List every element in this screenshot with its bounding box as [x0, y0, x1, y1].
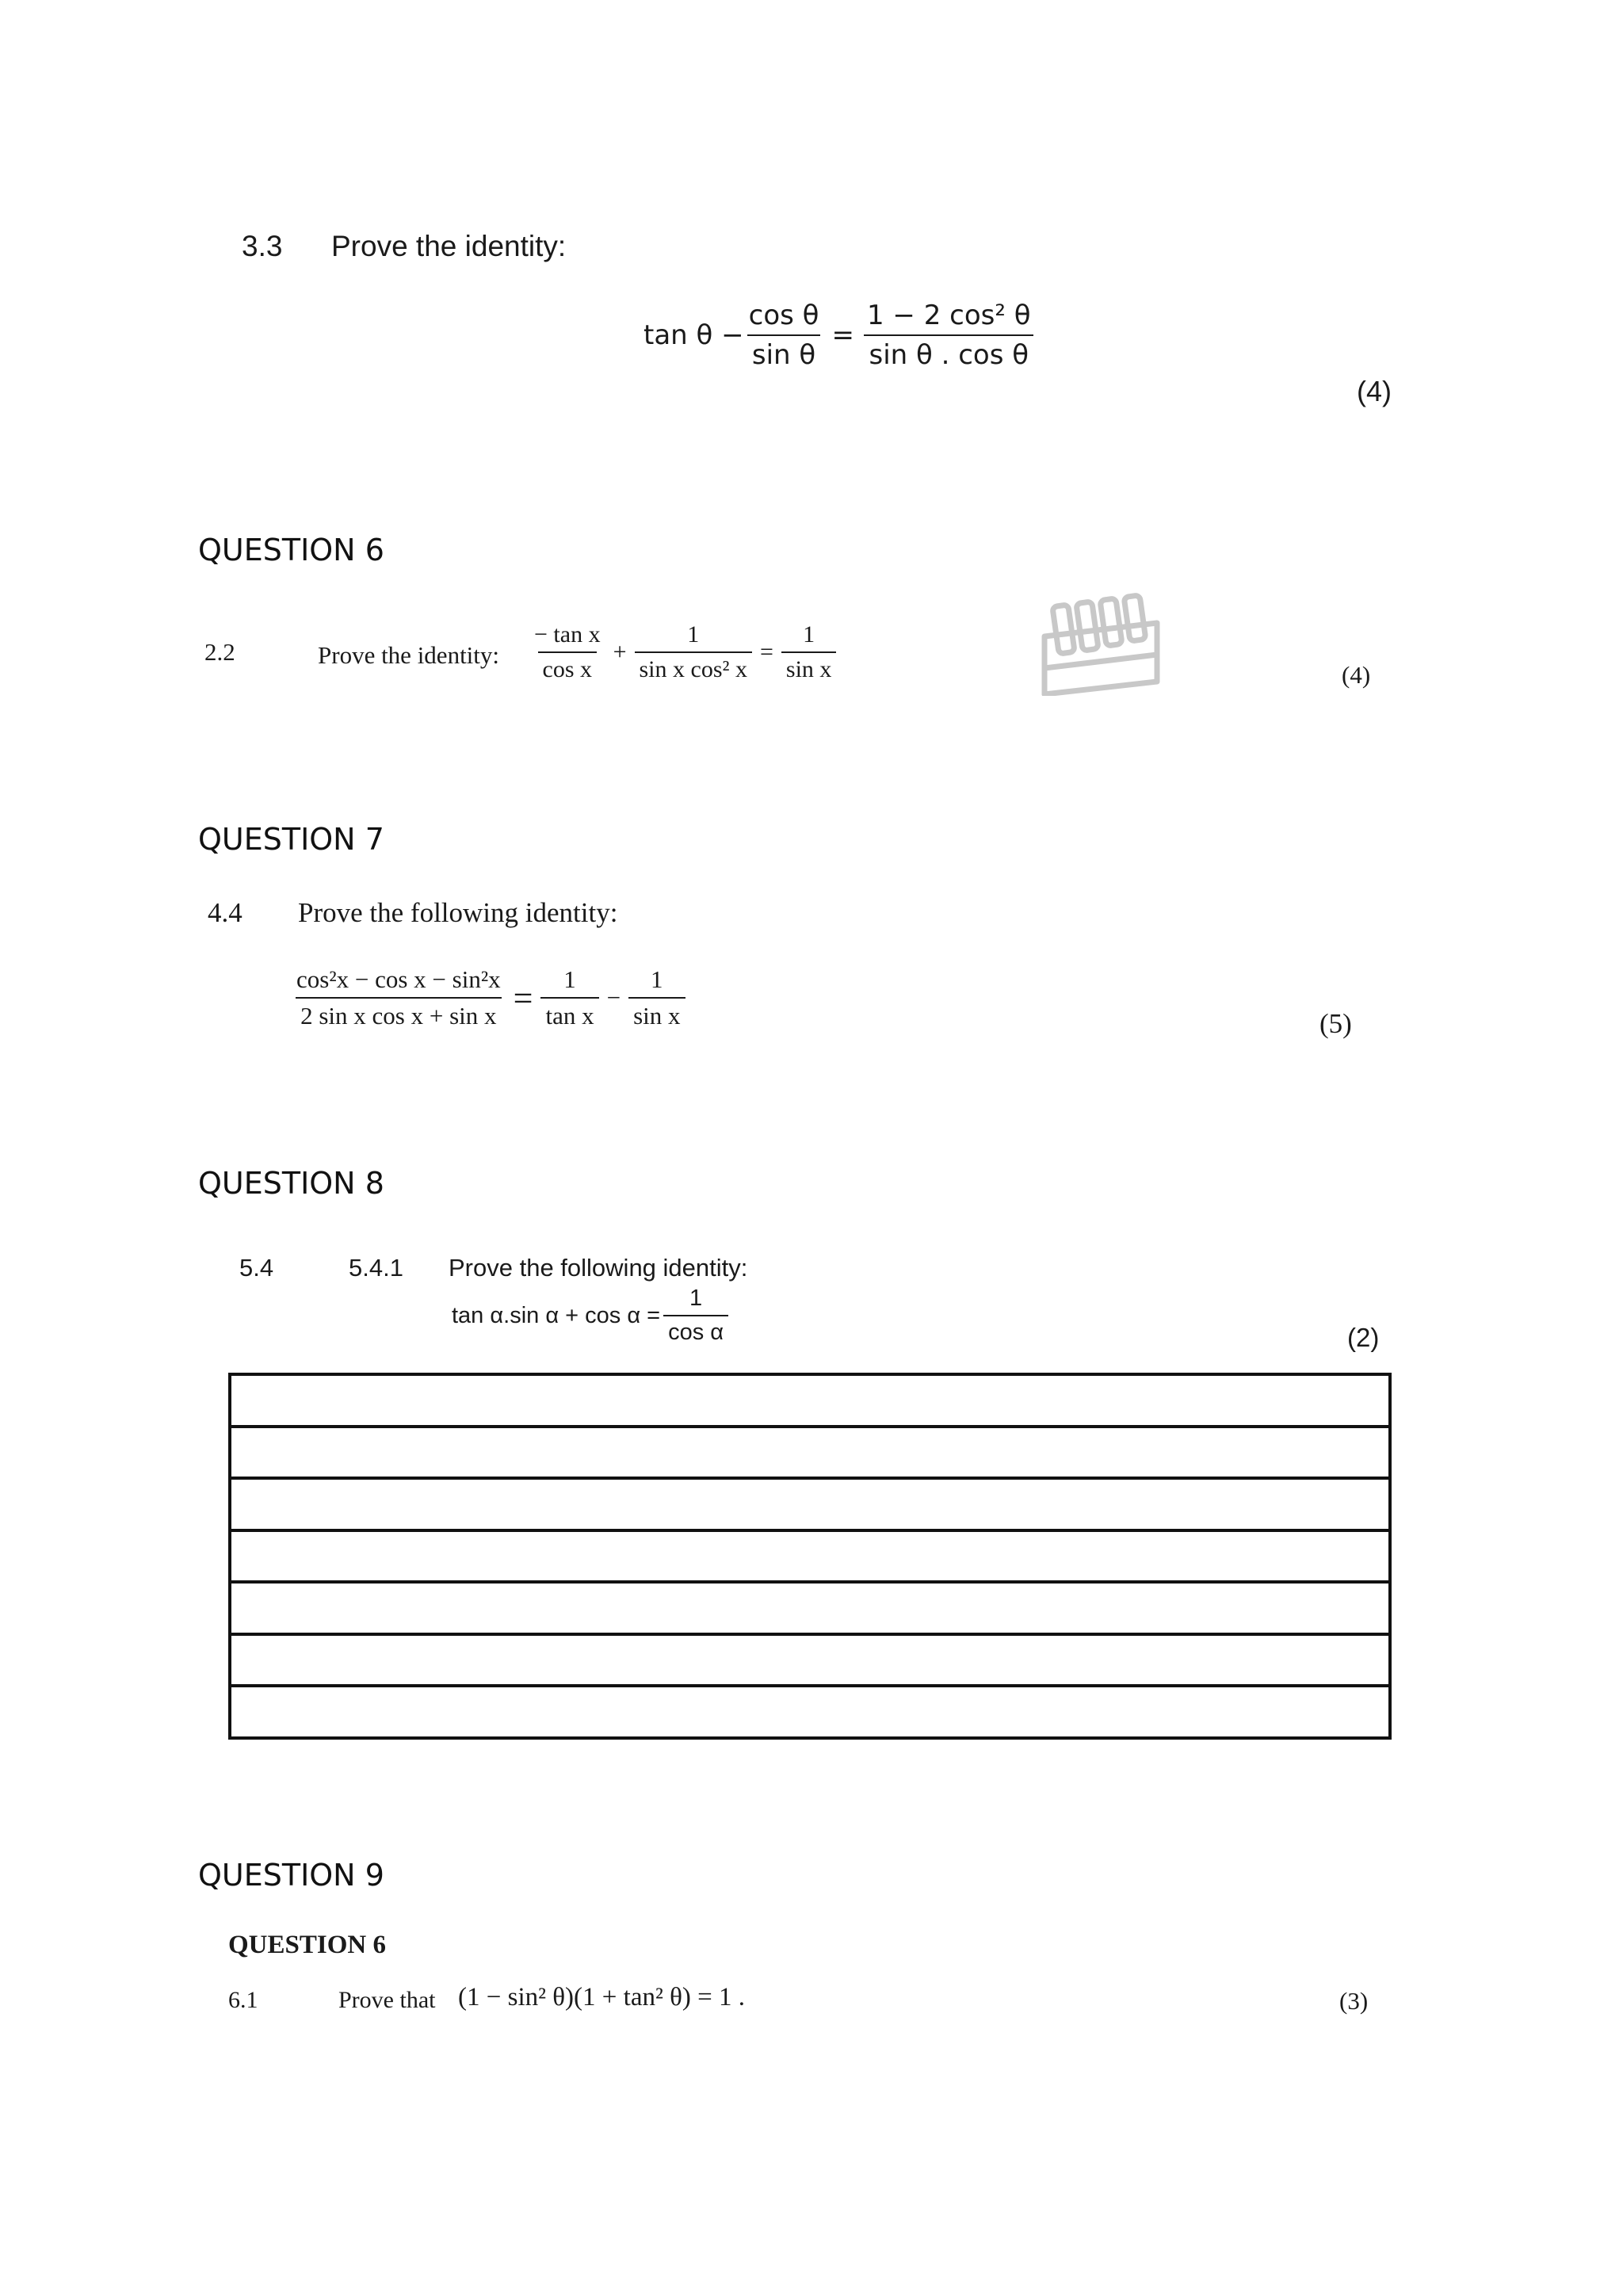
answer-line[interactable]: [230, 1530, 1390, 1583]
denominator: tan x: [540, 997, 598, 1030]
denominator: sin x: [781, 651, 837, 683]
answer-cell[interactable]: [230, 1530, 1390, 1583]
section-number: 3.3: [242, 230, 283, 262]
equals-sign: =: [831, 319, 854, 351]
marks: (2): [1347, 1323, 1380, 1352]
answer-cell[interactable]: [230, 1427, 1390, 1479]
minus-sign: −: [606, 984, 621, 1011]
denominator: sin θ . cos θ: [864, 334, 1033, 371]
identity-equation: [292, 965, 685, 1030]
marks: (3): [1339, 1987, 1369, 2015]
numerator: 1: [687, 621, 700, 648]
lhs-term: tan θ −: [643, 319, 744, 351]
identity-equation: [643, 300, 1036, 371]
subsection-number: 5.4.1: [349, 1254, 403, 1282]
answer-cell[interactable]: [230, 1478, 1390, 1530]
question-heading: QUESTION 7: [198, 822, 384, 857]
numerator: 1: [651, 965, 663, 993]
fraction: [628, 965, 685, 1030]
numerator: − tan x: [534, 621, 601, 648]
numerator: 1: [803, 621, 815, 648]
marks: (4): [1342, 661, 1371, 689]
numerator: cos θ: [748, 300, 819, 331]
marks: (4): [1357, 375, 1392, 407]
identity-equation: [452, 1286, 728, 1346]
fraction: [663, 1286, 728, 1346]
section-number: 6.1: [228, 1987, 258, 2013]
fraction: [781, 621, 837, 683]
question-heading: QUESTION 8: [198, 1166, 384, 1201]
answer-line[interactable]: [230, 1427, 1390, 1479]
section-number: 5.4: [239, 1254, 274, 1282]
denominator: sin θ: [747, 334, 820, 371]
section-number: 4.4: [208, 897, 242, 928]
instruction-text: Prove the following identity:: [449, 1254, 748, 1282]
fraction: [862, 300, 1036, 371]
numerator: cos²x − cos x − sin²x: [296, 965, 501, 993]
question-subheading: QUESTION 6: [228, 1931, 386, 1959]
fraction: [635, 621, 753, 683]
answer-line[interactable]: [230, 1686, 1390, 1738]
identity-expression: (1 − sin² θ)(1 + tan² θ) = 1 .: [458, 1983, 746, 2011]
answer-line[interactable]: [230, 1374, 1390, 1427]
fraction: [540, 965, 598, 1030]
marks: (5): [1319, 1008, 1352, 1039]
answer-line[interactable]: [230, 1634, 1390, 1687]
plus-sign: +: [613, 639, 627, 665]
answer-cell[interactable]: [230, 1634, 1390, 1687]
denominator: cos α: [663, 1315, 728, 1346]
instruction-text: Prove the identity:: [331, 230, 567, 262]
answer-line[interactable]: [230, 1582, 1390, 1634]
denominator: sin x cos² x: [635, 651, 753, 683]
answer-cell[interactable]: [230, 1686, 1390, 1738]
denominator: 2 sin x cos x + sin x: [296, 997, 501, 1030]
equals-sign: =: [760, 639, 773, 665]
fraction: [529, 621, 605, 683]
section-number: 2.2: [204, 638, 235, 666]
question-heading: QUESTION 6: [198, 533, 384, 567]
question-heading: QUESTION 9: [198, 1858, 384, 1893]
instruction-text: Prove the following identity:: [298, 897, 618, 928]
answer-cell[interactable]: [230, 1582, 1390, 1634]
books-stack-icon: [1038, 593, 1165, 696]
answer-lines-table: [228, 1373, 1392, 1740]
numerator: 1: [563, 965, 576, 993]
answer-line[interactable]: [230, 1478, 1390, 1530]
numerator: 1 − 2 cos² θ: [866, 300, 1031, 331]
denominator: cos x: [538, 651, 598, 683]
denominator: sin x: [628, 997, 685, 1030]
answer-cell[interactable]: [230, 1374, 1390, 1427]
instruction-text: Prove that: [338, 1987, 436, 2013]
equals-sign: =: [513, 978, 533, 1018]
identity-equation: [529, 621, 836, 683]
instruction-text: Prove the identity:: [318, 641, 500, 669]
lhs-expression: tan α.sin α + cos α =: [452, 1302, 661, 1328]
numerator: 1: [689, 1286, 703, 1311]
fraction: [744, 300, 824, 371]
fraction: [292, 965, 506, 1030]
